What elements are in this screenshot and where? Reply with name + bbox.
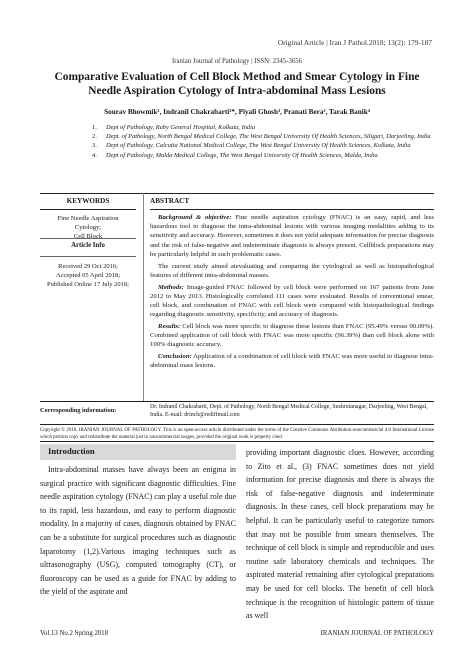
received-date: Received 29 Oct 2016; [58, 263, 118, 270]
divider [40, 256, 136, 257]
affiliation-text: Dept of Pathology, Malda Medical College, The West Bengal University Of Health Sciences, Malda, India [106, 151, 378, 159]
article-info-dates [40, 262, 136, 289]
journal-issn-line: Iranian Journal of Pathology | ISSN: 2345-3656 [171, 58, 303, 65]
abstract-results [150, 322, 434, 350]
abstract-objective: The current study aimed atevaluating and comparing the cytological as well as histopathological features of different intra-abdominal masses. [150, 262, 434, 279]
affiliation-item [92, 141, 432, 150]
keywords-list [40, 214, 136, 241]
abstract-methods [150, 283, 434, 320]
affiliation-number: 2. [92, 133, 97, 141]
corresponding-text: Dr. Indranil Chakrabarti, Dept. of Pathology, North Bengal Medical College, Sushrutanagar, Darjeeling, West Bengal, India. E-mail: drinch@rediffmail.com [150, 404, 428, 419]
footer-journal: IRANIAN JOURNAL OF PATHOLOGY [320, 630, 434, 637]
divider [40, 441, 434, 442]
introduction-right-column: providing important diagnostic clues. However, according to Zito et al., (3) FNAC sometimes does not yield information for precise diagnosis and there is always the risk of false-negative diagnosis and indeterminate diagnosis. In these cases, cell block preparations may be helpful. It can be particularly useful to categorize tumors that may not be possible from smears themselves. The technique of cell block is simple and reproducible and uses routine safe laboratory chemicals and techniques. The aspirated material remaining after cytological preparations may be used for cell blocks. The benefit of cell block technique is the recognition of histologic pattern of tissue as well [246, 448, 434, 621]
abstract-body [150, 213, 434, 373]
affiliation-list [92, 123, 432, 160]
abstract-background [150, 213, 434, 259]
affiliation-text: Dept of Pathology, Ruby General Hospital, Kolkata, India [106, 124, 256, 131]
affiliation-item [92, 151, 432, 160]
keywords-heading: KEYWORDS [66, 197, 110, 205]
divider [40, 209, 136, 210]
column-separator [143, 193, 144, 401]
published-date: Published Online 17 July 2018; [47, 281, 129, 288]
methods-text: Image-guided FNAC followed by cell block were performed on 167 patients from June 2012 to May 2013. Histologically correlated 111 cases were evaluated. Results of conventional smear, cell block, and combination of FNAC with cell block were compared with histopathological findings regarding diagnostic sensitivity, specificity, and accuracy of diagnosis. [150, 283, 434, 319]
keyword: Cell Block [73, 233, 103, 240]
results-text: Cell block was more specific to diagnose these lesions than FNAC (95.49% versus 90.09%). Combined application of cell block with FNAC was more specific (96.39%) than cell block alone with 100% diagnostic accuracy. [150, 323, 434, 349]
article-title: Comparative Evaluation of Cell Block Method and Smear Cytology in Fine Needle Aspiration Cytology of Intra-abdominal Mass Lesions [54, 71, 420, 97]
divider [40, 424, 434, 425]
affiliation-item [92, 132, 432, 141]
background-label: Background & objective: [158, 214, 232, 221]
article-info-heading: Article Info [71, 242, 105, 249]
divider [40, 193, 434, 194]
results-label: Results: [158, 323, 181, 331]
conclusion-label: Conclusion: [158, 353, 192, 361]
abstract-heading: ABSTRACT [150, 197, 190, 205]
footer-volume: Vol.13 No.2 Spring 2018 [40, 630, 109, 637]
corresponding-label: Corresponding information: [40, 407, 117, 414]
conclusion-text: Application of a combination of cell block with FNAC was more useful to diagnose intra-abdominal mass lesions. [150, 353, 434, 370]
divider [40, 401, 434, 402]
background-text: Fine needle aspiration cytology (FNAC) is an easy, rapid, and less hazardous tool to diagnose the intra-abdominal lesions with various imaging modalities adding to its sensitivity and accuracy. However, sometimes it does not yield adequate information for precise diagnosis and the risk of false-negative and indeterminate diagnosis is always present. Cellblock preparations may be particularly helpful in such problematic cases. [150, 214, 434, 258]
copyright-notice: Copyright © 2018, IRANIAN JOURNAL OF PATHOLOGY. This is an open-access article distributed under the terms of the Creative Commons Attribution-noncommercial 4.0 International License which permits copy and redistribute the material just in noncommercial usages, provided the original work is properly cited. [40, 428, 434, 440]
author-list: Sourav Bhowmik¹, Indranil Chakrabarti²*, Piyali Ghosh³, Pranati Bera³, Tarak Banik⁴ [104, 108, 370, 116]
affiliation-number: 3. [92, 142, 97, 150]
article-header: Original Article | Iran J Pathol.2018; 13(2): 179-187 [277, 38, 432, 47]
affiliation-text: Dept of Pathology, Calcutta National Medical College, The West Bengal University Of Health Sciences, Kolkata, India [106, 142, 411, 150]
abstract-conclusion [150, 352, 434, 370]
keyword: Fine Needle Aspiration [57, 215, 119, 222]
affiliation-number: 4. [92, 151, 97, 159]
affiliation-item [92, 123, 432, 132]
accepted-date: Accepted 05 April 2018; [55, 272, 121, 279]
affiliation-text: Dept. of Pathology, North Bengal Medical College, The West Bengal University Of Health Sciences, Siliguri, Darjeeling, India [106, 133, 431, 141]
keyword: Cytology; [74, 224, 102, 231]
divider [40, 238, 136, 239]
introduction-left-column: Intra-abdominal masses have always been an enigma in surgical practice with significant diagnostic difficulties. Fine needle aspiration cytology (FNAC) can play a useful role due to its rapid, less hazardous, and easy to perform diagnostic modality. In a majority of cases, diagnosis obtained by FNAC can be a substitute for surgical procedures such as diagnostic laparotomy (1,2).Various imaging techniques such as ultrasonography (USG), computed tomography (CT), or fluoroscopy can be used as a guide for FNAC by adding to the yield of the aspirate and [40, 465, 236, 597]
affiliation-number: 1. [92, 124, 97, 131]
introduction-heading: Introduction [48, 446, 95, 456]
divider [150, 209, 434, 210]
methods-label: Methods: [158, 283, 185, 291]
